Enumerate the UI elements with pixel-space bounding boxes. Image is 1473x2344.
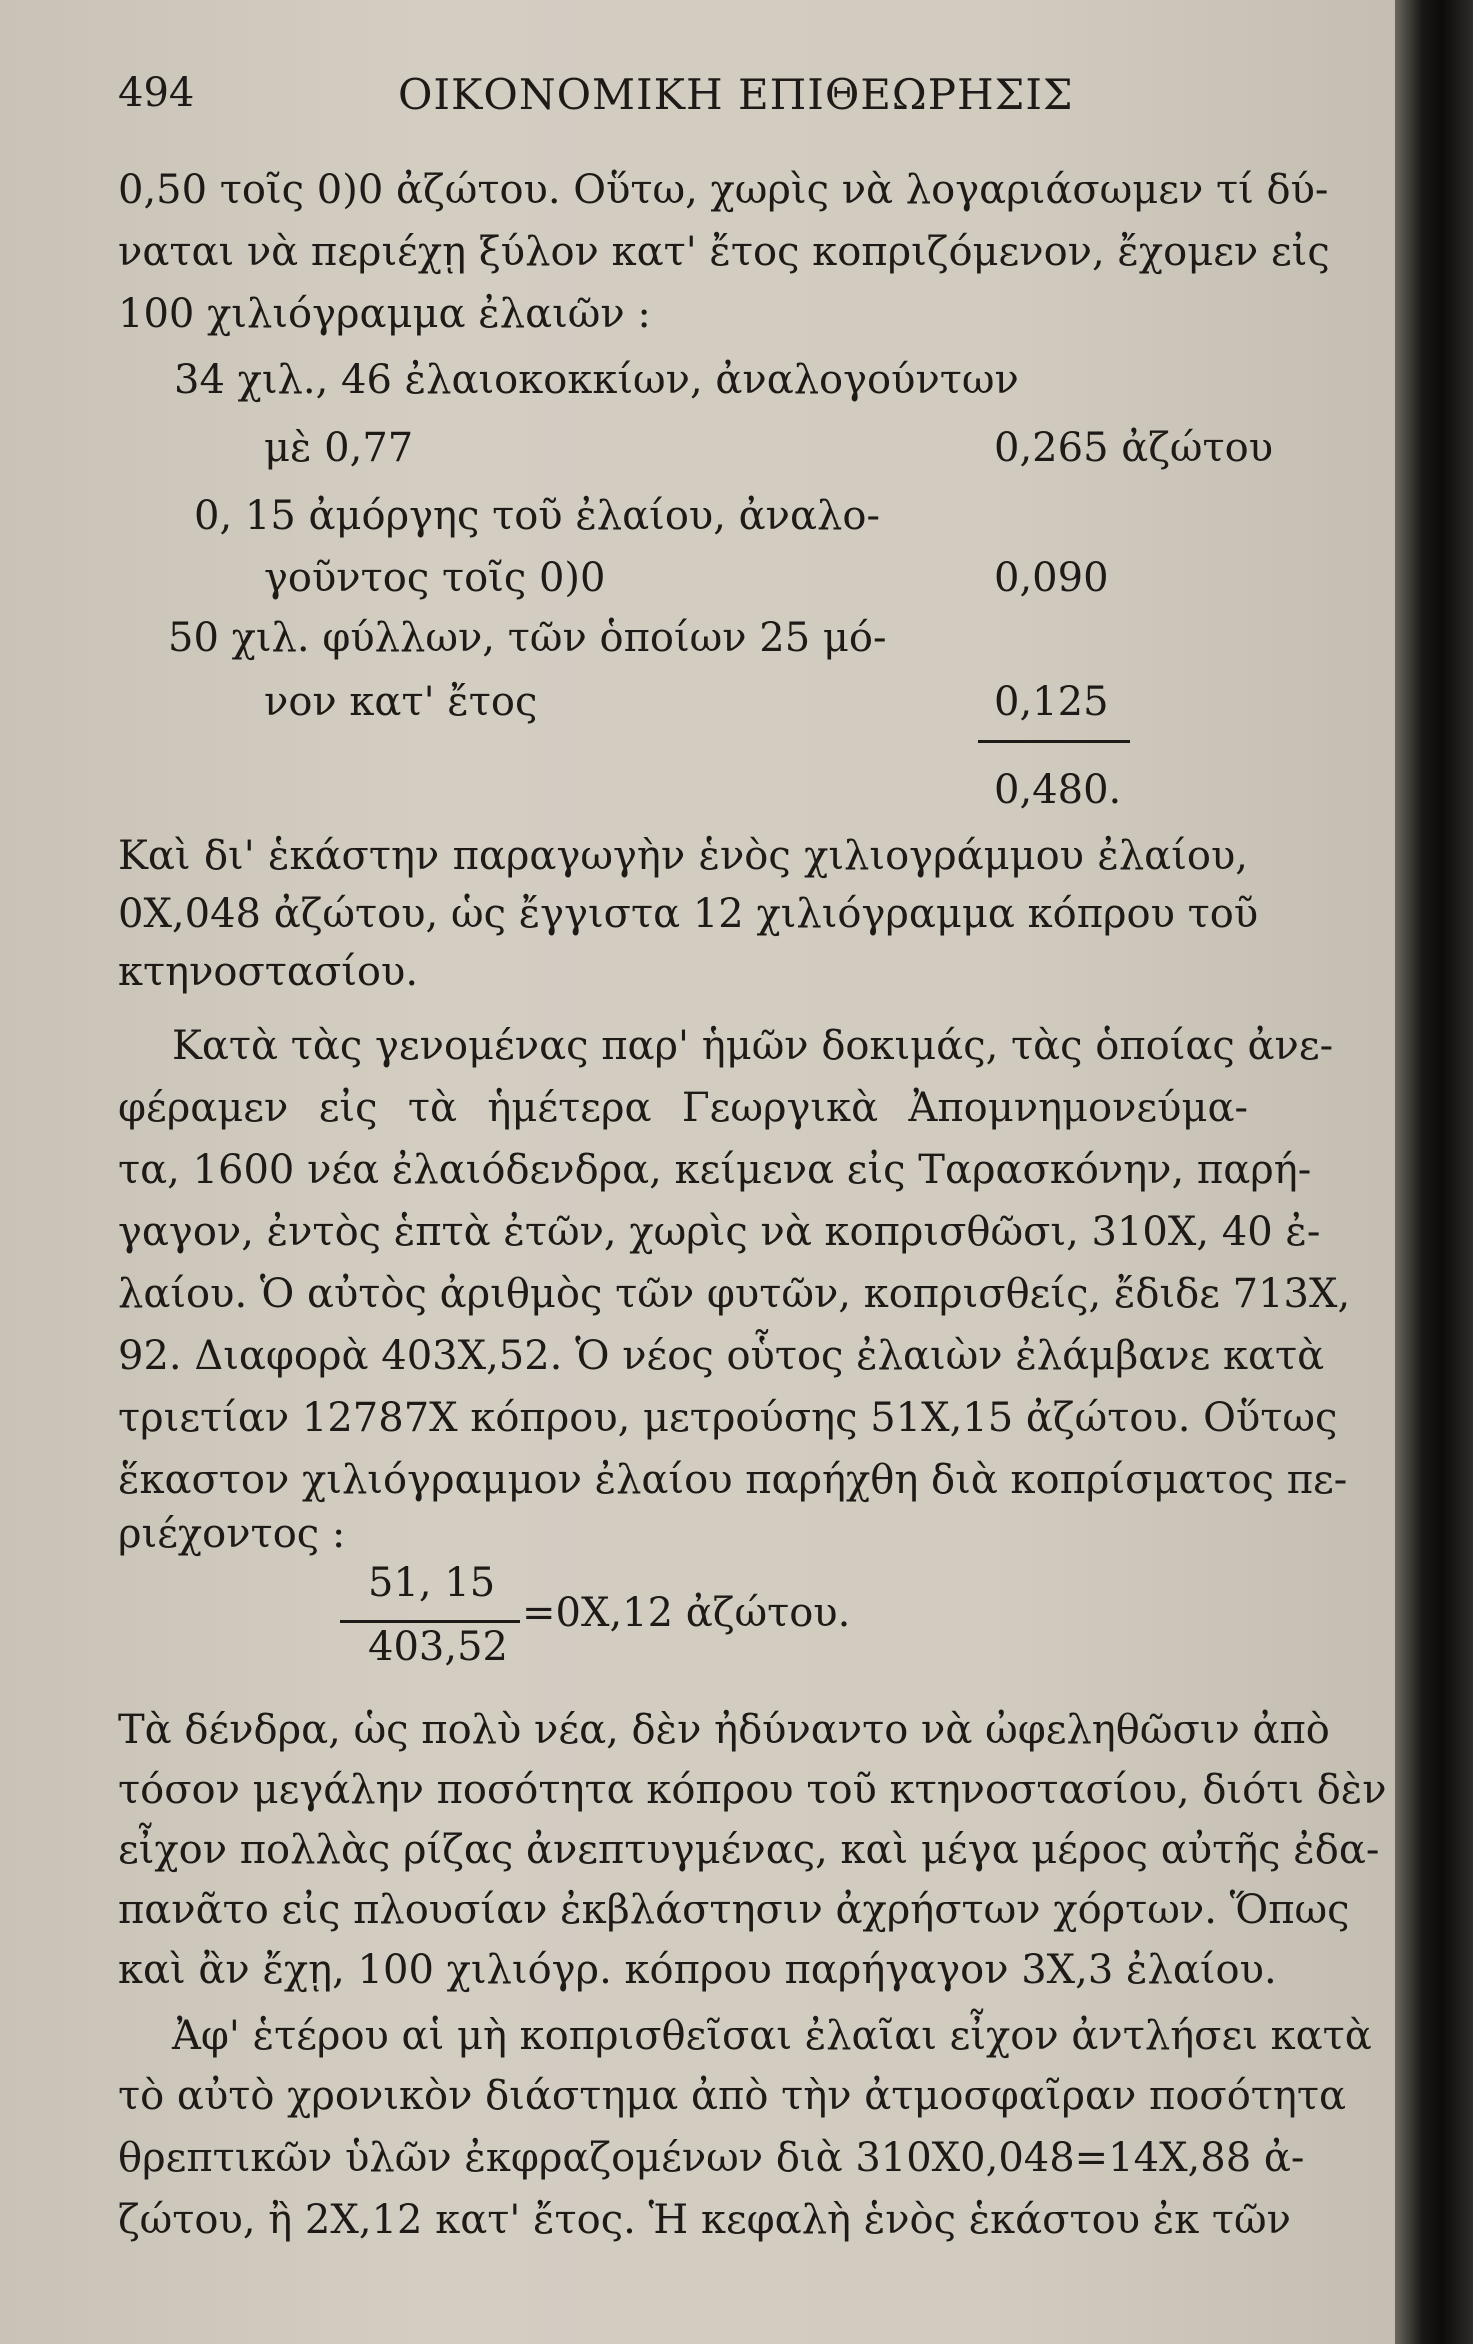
page-header xyxy=(118,70,1248,130)
text-line: θρεπτικῶν ὑλῶν ἐκφραζομένων διὰ 310Χ0,048=14Χ,88 ἀ- xyxy=(118,2135,1305,2181)
fraction-result: =0Χ,12 ἀζώτου. xyxy=(522,1590,851,1636)
tabulation-desc: 50 χιλ. φύλλων, τῶν ὁποίων 25 μό- xyxy=(168,615,887,661)
tabulation-desc: μὲ 0,77 xyxy=(264,425,414,471)
tabulation-desc: 34 χιλ., 46 ἐλαιοκοκκίων, ἀναλογούντων xyxy=(174,357,1019,403)
fraction-numerator: 51, 15 xyxy=(368,1560,496,1606)
text-line: λαίου. Ὁ αὐτὸς ἀριθμὸς τῶν φυτῶν, κοπρισθείς, ἔδιδε 713Χ, xyxy=(118,1271,1351,1317)
tabulation-value: 0,265 ἀζώτου xyxy=(994,425,1274,471)
tabulation-desc: 0, 15 ἀμόργης τοῦ ἐλαίου, ἀναλο- xyxy=(194,493,880,539)
book-spine-shadow xyxy=(1395,0,1473,2344)
tabulation-desc: γοῦντος τοῖς 0)0 xyxy=(264,555,606,601)
tabulation-desc: νον κατ' ἔτος xyxy=(264,679,538,725)
text-line: 0Χ,048 ἀζώτου, ὡς ἔγγιστα 12 χιλιόγραμμα κόπρου τοῦ xyxy=(118,891,1259,937)
text-line: Καὶ δι' ἑκάστην παραγωγὴν ἑνὸς χιλιογράμμου ἐλαίου, xyxy=(118,833,1248,879)
text-line: τὸ αὐτὸ χρονικὸν διάστημα ἀπὸ τὴν ἀτμοσφαῖραν ποσότητα xyxy=(118,2073,1347,2119)
text-line: πανᾶτο εἰς πλουσίαν ἐκβλάστησιν ἀχρήστων χόρτων. Ὅπως xyxy=(118,1887,1350,1933)
text-line: ἕκαστον χιλιόγραμμον ἐλαίου παρήχθη διὰ κοπρίσματος πε- xyxy=(118,1457,1348,1503)
text-line: Ἀφ' ἑτέρου αἱ μὴ κοπρισθεῖσαι ἐλαῖαι εἶχον ἀντλήσει κατὰ xyxy=(172,2013,1372,2059)
text-line: τόσον μεγάλην ποσότητα κόπρου τοῦ κτηνοστασίου, διότι δὲν xyxy=(118,1767,1387,1813)
text-line: 0,50 τοῖς 0)0 ἀζώτου. Οὕτω, χωρὶς νὰ λογαριάσωμεν τί δύ- xyxy=(118,167,1329,213)
text-line: ναται νὰ περιέχῃ ξύλον κατ' ἔτος κοπριζόμενον, ἔχομεν εἰς xyxy=(118,229,1330,275)
text-line: εἶχον πολλὰς ρίζας ἀνεπτυγμένας, καὶ μέγα μέρος αὐτῆς ἐδα- xyxy=(118,1827,1380,1873)
text-line: Τὰ δένδρα, ὡς πολὺ νέα, δὲν ἠδύναντο νὰ ὠφεληθῶσιν ἀπὸ xyxy=(118,1707,1330,1753)
text-line: 100 χιλιόγραμμα ἐλαιῶν : xyxy=(118,291,651,337)
fraction-denominator: 403,52 xyxy=(368,1624,508,1670)
text-line: τριετίαν 12787Χ κόπρου, μετρούσης 51Χ,15 ἀζώτου. Οὕτως xyxy=(118,1395,1338,1441)
tabulation-value: 0,125 xyxy=(994,679,1109,725)
text-line: ζώτου, ἢ 2Χ,12 κατ' ἔτος. Ἡ κεφαλὴ ἑνὸς ἑκάστου ἐκ τῶν xyxy=(118,2197,1291,2243)
tabulation-value: 0,090 xyxy=(994,555,1109,601)
page-number: 494 xyxy=(118,70,195,116)
running-title: ΟΙΚΟΝΟΜΙΚΗ ΕΠΙΘΕΩΡΗΣΙΣ xyxy=(398,70,1074,119)
text-line: φέραμεν εἰς τὰ ἡμέτερα Γεωργικὰ Ἀπομνημονεύμα- xyxy=(118,1085,1248,1131)
sum-rule xyxy=(978,740,1130,743)
text-line: ριέχοντος : xyxy=(118,1511,346,1557)
text-line: Κατὰ τὰς γενομένας παρ' ἡμῶν δοκιμάς, τὰς ὁποίας ἀνε- xyxy=(172,1023,1334,1069)
text-line: καὶ ἂν ἔχῃ, 100 χιλιόγρ. κόπρου παρήγαγον 3Χ,3 ἐλαίου. xyxy=(118,1947,1277,1993)
tabulation-total: 0,480. xyxy=(994,767,1122,813)
text-line: κτηνοστασίου. xyxy=(118,949,419,995)
text-line: τα, 1600 νέα ἐλαιόδενδρα, κείμενα εἰς Ταρασκόνην, παρή- xyxy=(118,1147,1312,1193)
text-line: 92. Διαφορὰ 403Χ,52. Ὁ νέος οὗτος ἐλαιὼν ἐλάμβανε κατὰ xyxy=(118,1333,1325,1379)
fraction-formula xyxy=(340,1560,940,1680)
text-line: γαγον, ἐντὸς ἑπτὰ ἐτῶν, χωρὶς νὰ κοπρισθῶσι, 310Χ, 40 ἐ- xyxy=(118,1209,1321,1255)
fraction-bar xyxy=(340,1620,520,1623)
